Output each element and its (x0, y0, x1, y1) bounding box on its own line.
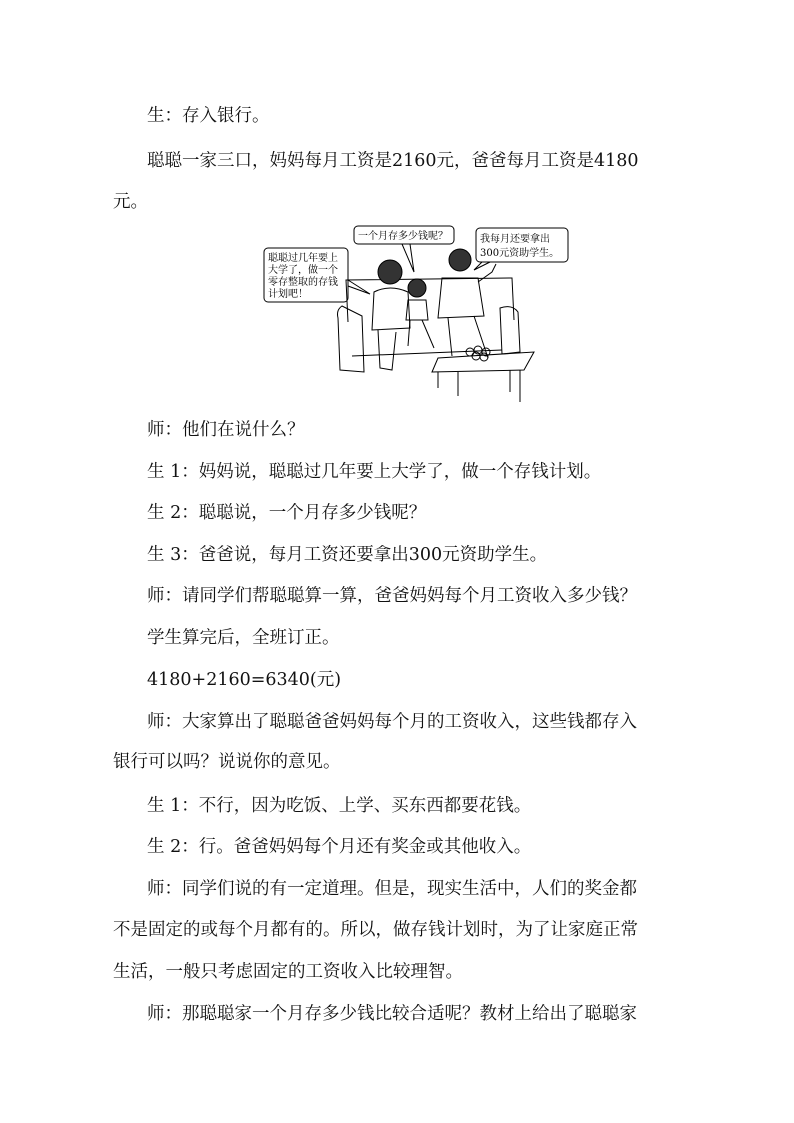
paragraph-3: 师：他们在说什么？ (147, 420, 305, 440)
family-illustration (262, 220, 582, 408)
dad-bubble-line-1: 我每月还要拿出 (480, 234, 550, 245)
mom-bubble-line-1: 聪聪过几年要上 (268, 253, 338, 264)
mom-bubble-line-3: 零存整取的存钱 (268, 277, 338, 288)
paragraph-7: 师：请同学们帮聪聪算一算，爸爸妈妈每个月工资收入多少钱？ (147, 586, 637, 606)
paragraph-13: 师：那聪聪家一个月存多少钱比较合适呢？教材上给出了聪聪家 (147, 1004, 637, 1024)
dad-bubble-line-2: 300元资助学生。 (480, 248, 560, 259)
paragraph-12-cont-2: 生活，一般只考虑固定的工资收入比较理智。 (113, 962, 463, 982)
paragraph-5: 生 2：聪聪说，一个月存多少钱呢？ (147, 503, 427, 523)
mom-bubble-line-4: 计划吧！ (268, 289, 308, 300)
paragraph-4: 生 1：妈妈说，聪聪过几年要上大学了，做一个存钱计划。 (147, 462, 602, 482)
paragraph-1: 生：存入银行。 (147, 106, 270, 126)
paragraph-10: 生 1：不行，因为吃饭、上学、买东西都要花钱。 (147, 796, 532, 816)
mom-bubble-line-2: 大学了，做一个 (268, 265, 338, 276)
paragraph-8: 学生算完后，全班订正。 (147, 628, 340, 648)
paragraph-2: 聪聪一家三口，妈妈每月工资是2160元，爸爸每月工资是4180 (147, 151, 639, 171)
paragraph-12: 师：同学们说的有一定道理。但是，现实生活中，人们的奖金都 (147, 879, 637, 899)
paragraph-9: 师：大家算出了聪聪爸爸妈妈每个月的工资收入，这些钱都存入 (147, 712, 637, 732)
paragraph-11: 生 2：行。爸爸妈妈每个月还有奖金或其他收入。 (147, 837, 532, 857)
child-bubble-text: 一个月存多少钱呢？ (358, 231, 448, 242)
paragraph-6: 生 3：爸爸说，每月工资还要拿出300元资助学生。 (147, 545, 548, 565)
paragraph-12-cont-1: 不是固定的或每个月都有的。所以，做存钱计划时，为了让家庭正常 (113, 920, 638, 940)
paragraph-9-cont: 银行可以吗？说说你的意见。 (113, 752, 341, 772)
paragraph-2-cont: 元。 (113, 192, 148, 212)
equation: 4180+2160=6340(元) (147, 670, 342, 690)
